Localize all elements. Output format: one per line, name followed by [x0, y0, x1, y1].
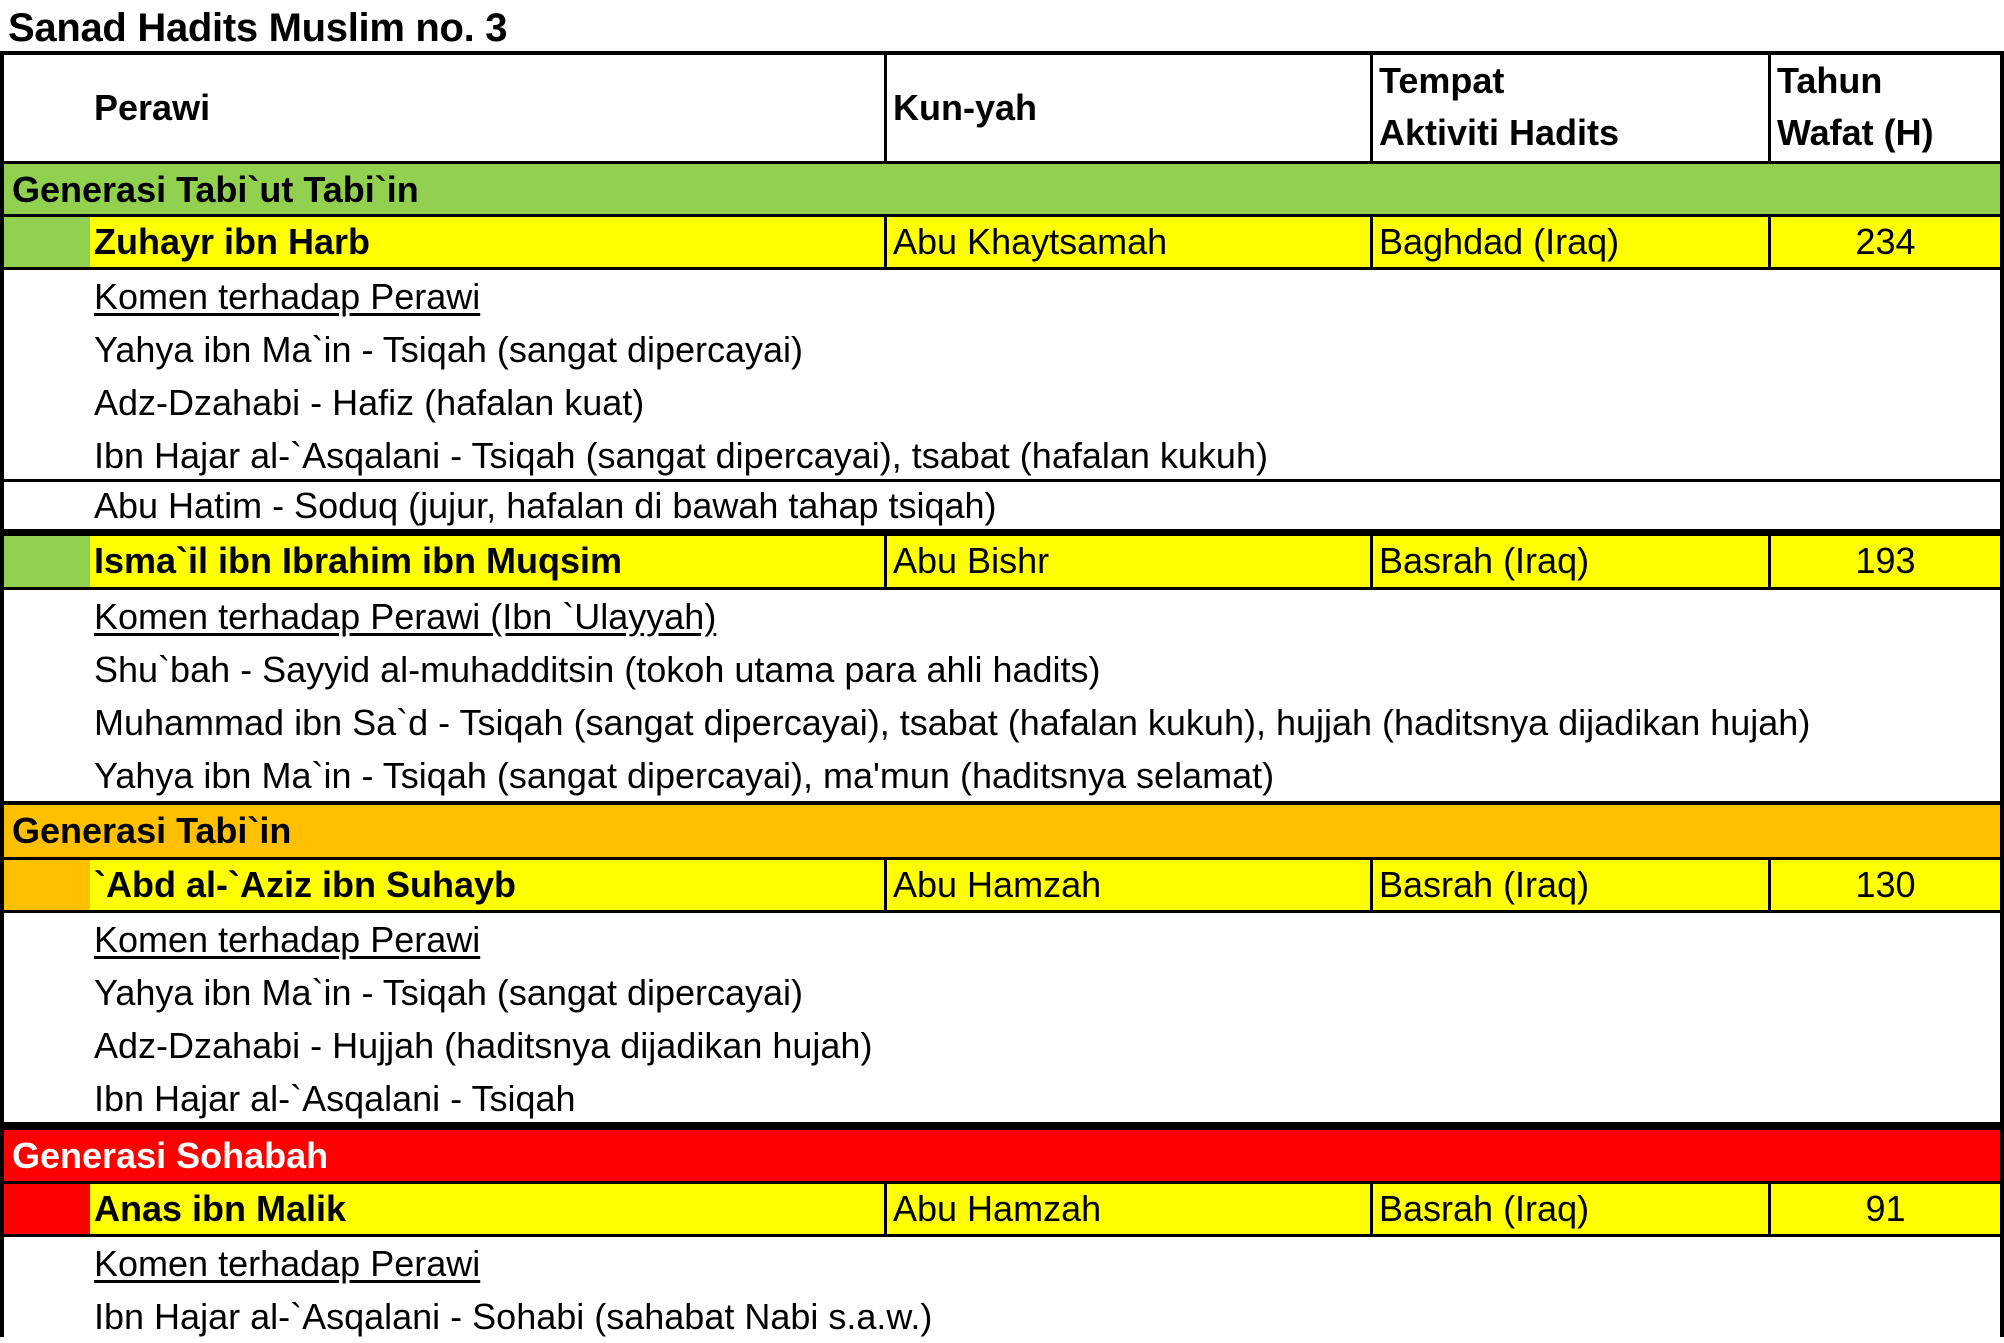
comment-line: Muhammad ibn Sa`d - Tsiqah (sangat dipercayai), tsabat (hafalan kukuh), hujjah (haditsnya dijadikan hujah)	[94, 702, 1811, 743]
header-tahun-line2: Wafat (H)	[1777, 112, 1934, 153]
generation-row-sohabah: Generasi Sohabah	[4, 1122, 2000, 1181]
narrator-row	[4, 214, 2000, 267]
comment-line: Shu`bah - Sayyid al-muhadditsin (tokoh utama para ahli hadits)	[94, 649, 1101, 690]
comments-block	[4, 587, 2000, 801]
header-tahun	[1768, 55, 2000, 161]
table-header	[4, 55, 2000, 161]
comment-line: Adz-Dzahabi - Hujjah (haditsnya dijadikan hujah)	[94, 1025, 873, 1066]
comments-title: Komen terhadap Perawi	[94, 276, 481, 317]
narrator-tahun: 234	[1768, 217, 2000, 267]
narrator-tempat: Basrah (Iraq)	[1370, 536, 1768, 587]
narrator-kunyah: Abu Hamzah	[884, 1184, 1370, 1234]
narrator-name: Isma`il ibn Ibrahim ibn Muqsim	[94, 540, 623, 581]
comments-title: Komen terhadap Perawi (Ibn `Ulayyah)	[94, 596, 717, 637]
narrator-kunyah: Abu Khaytsamah	[884, 217, 1370, 267]
sanad-table	[0, 51, 2004, 1337]
comment-line: Ibn Hajar al-`Asqalani - Tsiqah (sangat dipercayai), tsabat (hafalan kukuh)	[94, 435, 1268, 476]
narrator-tahun: 130	[1768, 860, 2000, 910]
page-title: Sanad Hadits Muslim no. 3	[8, 6, 508, 50]
narrator-tempat: Basrah (Iraq)	[1370, 1184, 1768, 1234]
narrator-tahun: 91	[1768, 1184, 2000, 1234]
narrator-tahun: 193	[1768, 536, 2000, 587]
generation-row-tabiin: Generasi Tabi`in	[4, 801, 2000, 857]
comment-line: Yahya ibn Ma`in - Tsiqah (sangat dipercayai)	[94, 972, 804, 1013]
header-kunyah: Kun-yah	[884, 55, 1370, 161]
comment-line: Ibn Hajar al-`Asqalani - Sohabi (sahabat Nabi s.a.w.)	[94, 1296, 933, 1337]
comments-title: Komen terhadap Perawi	[94, 1243, 481, 1284]
narrator-tempat: Baghdad (Iraq)	[1370, 217, 1768, 267]
comment-line: Ibn Hajar al-`Asqalani - Tsiqah	[94, 1078, 576, 1119]
narrator-row	[4, 857, 2000, 910]
comment-line: Yahya ibn Ma`in - Tsiqah (sangat dipercayai), ma'mun (haditsnya selamat)	[94, 755, 1275, 796]
comment-line: Abu Hatim - Soduq (jujur, hafalan di bawah tahap tsiqah)	[94, 485, 997, 526]
header-tahun-line1: Tahun	[1777, 60, 1883, 101]
generation-row-tabiut-tabiin: Generasi Tabi`ut Tabi`in	[4, 161, 2000, 214]
header-tempat-line1: Tempat	[1379, 60, 1505, 101]
comment-line: Yahya ibn Ma`in - Tsiqah (sangat dipercayai)	[94, 329, 804, 370]
narrator-name: `Abd al-`Aziz ibn Suhayb	[94, 864, 516, 905]
narrator-kunyah: Abu Bishr	[884, 536, 1370, 587]
header-tempat-line2: Aktiviti Hadits	[1379, 112, 1620, 153]
header-perawi: Perawi	[94, 87, 211, 128]
narrator-tempat: Basrah (Iraq)	[1370, 860, 1768, 910]
comments-block	[4, 267, 2000, 479]
comments-title: Komen terhadap Perawi	[94, 919, 481, 960]
header-tempat	[1370, 55, 1768, 161]
comment-line: Adz-Dzahabi - Hafiz (hafalan kuat)	[94, 382, 645, 423]
comments-block	[4, 479, 2000, 529]
narrator-row	[4, 1181, 2000, 1234]
narrator-name: Anas ibn Malik	[94, 1188, 347, 1229]
comments-block	[4, 1234, 2000, 1341]
narrator-kunyah: Abu Hamzah	[884, 860, 1370, 910]
narrator-name: Zuhayr ibn Harb	[94, 221, 371, 262]
narrator-row	[4, 529, 2000, 587]
